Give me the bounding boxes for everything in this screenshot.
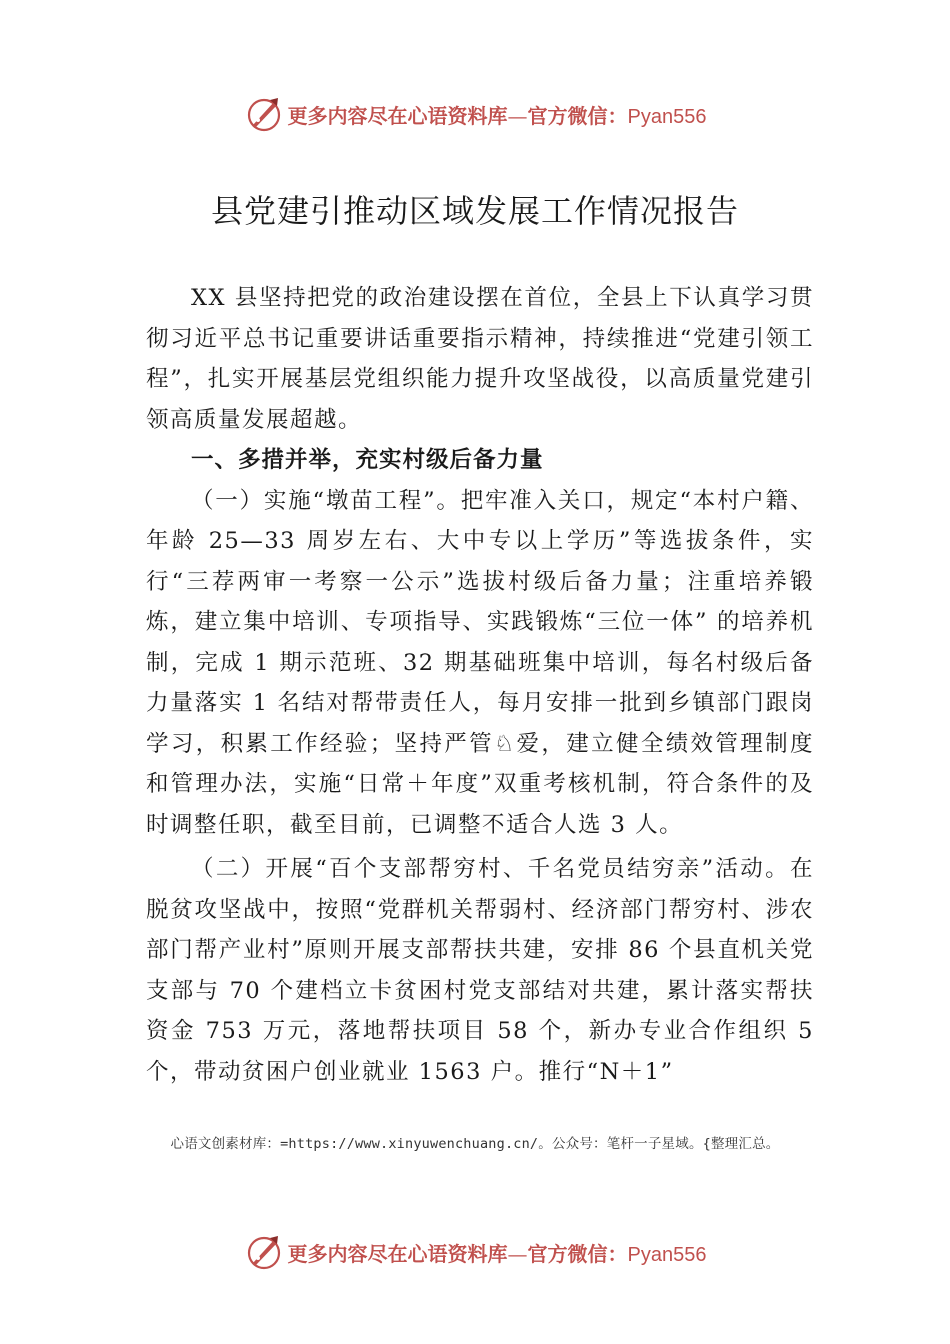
banner-wechat-label: 官方微信： [527, 103, 628, 128]
banner-wechat-id: Pyan556 [627, 1243, 707, 1266]
header-banner [0, 92, 950, 136]
intro-paragraph: XX 县坚持把党的政治建设摆在首位，全县上下认真学习贯彻习近平总书记重要讲话重要指示精神，持续推进“党建引领工程”，扎实开展基层党组织能力提升攻坚战役，以高质量党建引领高质量发展超越。 [146, 285, 814, 433]
quill-pen-logo-icon [244, 1232, 284, 1272]
document-body [146, 278, 814, 1092]
banner-text [288, 1238, 707, 1267]
section-heading: 一、多措并举，充实村级后备力量 [191, 447, 544, 473]
banner-wechat-id: Pyan556 [627, 105, 707, 128]
source-footer: 心语文创素材库：=https://www.xinyuwenchuang.cn/。公众号：笔杆一子星域。{整理汇总。 [170, 1136, 780, 1152]
document-title: 县党建引推动区域发展工作情况报告 [210, 192, 739, 230]
banner-library-text: 更多内容尽在心语资料库 [287, 1241, 508, 1266]
banner-text [288, 100, 707, 129]
banner-separator: — [507, 1241, 528, 1266]
footer-banner [0, 1230, 950, 1274]
banner-separator: — [507, 103, 528, 128]
banner-library-text: 更多内容尽在心语资料库 [287, 103, 508, 128]
quill-pen-logo-icon [244, 94, 284, 134]
body-paragraph: （二）开展“百个支部帮穷村、千名党员结穷亲”活动。在脱贫攻坚战中，按照“党群机关帮弱村、经济部门帮穷村、涉农部门帮产业村”原则开展支部帮扶共建，安排 86 个县直机关党支部与 70 个建档立卡贫困村党支部结对共建，累计落实帮扶资金 753 万元，落地帮扶项目 58 个，新办专业合作组织 5 个，带动贫困户创业就业 1563 户。推行“N＋1” [146, 856, 814, 1085]
body-paragraph: （一）实施“墩苗工程”。把牢准入关口，规定“本村户籍、年龄 25—33 周岁左右、大中专以上学历”等选拔条件，实行“三荐两审一考察一公示”选拔村级后备力量；注重培养锻炼，建立集中培训、专项指导、实践锻炼“三位一体” 的培养机制，完成 1 期示范班、32 期基础班集中培训，每名村级后备力量落实 1 名结对帮带责任人，每月安排一批到乡镇部门跟岗学习，积累工作经验；坚持严管♘爱，建立健全绩效管理制度和管理办法，实施“日常＋年度”双重考核机制，符合条件的及时调整任职，截至目前，已调整不适合人选 3 人。 [146, 487, 814, 838]
banner-wechat-label: 官方微信： [527, 1241, 628, 1266]
